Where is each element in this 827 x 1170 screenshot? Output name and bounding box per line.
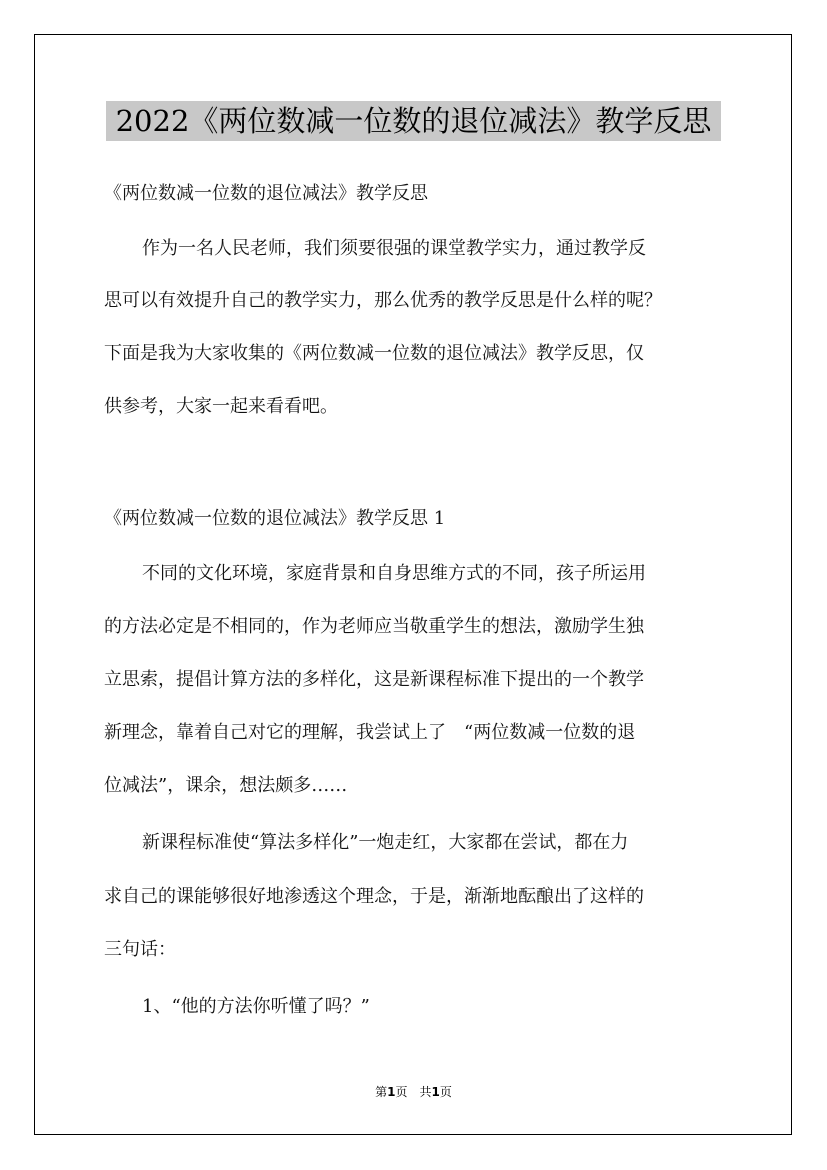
intro-line-2: 思可以有效提升自己的教学实力，那么优秀的教学反思是什么样的呢？ (104, 290, 662, 311)
section-heading-1: 《两位数减一位数的退位减法》教学反思 1 (104, 508, 446, 529)
footer-page-total: 1 (431, 1085, 440, 1099)
para2-line-1: 新课程标准使“算法多样化”一炮走红，大家都在尝试，都在力 (142, 832, 629, 853)
footer-suffix: 页 (439, 1085, 452, 1099)
para1-line-3: 立思索，提倡计算方法的多样化，这是新课程标准下提出的一个教学 (104, 669, 644, 690)
document-subtitle: 《两位数减一位数的退位减法》教学反思 (104, 183, 428, 204)
intro-line-3: 下面是我为大家收集的《两位数减一位数的退位减法》教学反思，仅 (104, 343, 644, 364)
para2-line-2: 求自己的课能够很好地渗透这个理念，于是，渐渐地酝酿出了这样的 (104, 886, 644, 907)
footer-page-number: 1 (387, 1085, 396, 1099)
para1-line-5: 位减法”，课余，想法颇多…… (104, 775, 348, 796)
intro-line-1: 作为一名人民老师，我们须要很强的课堂教学实力，通过教学反 (142, 238, 646, 259)
page-footer (0, 1083, 827, 1100)
footer-prefix: 第 (375, 1085, 388, 1099)
document-title: 2022《两位数减一位数的退位减法》教学反思 (106, 101, 721, 141)
intro-line-4: 供参考，大家一起来看看吧。 (104, 396, 338, 417)
para1-line-2: 的方法必定是不相同的，作为老师应当敬重学生的想法，激励学生独 (104, 616, 644, 637)
para2-line-3: 三句话： (104, 939, 176, 960)
para1-line-1: 不同的文化环境，家庭背景和自身思维方式的不同，孩子所运用 (142, 563, 646, 584)
list-item-1: 1、“他的方法你听懂了吗？” (142, 996, 370, 1017)
footer-mid: 页 共 (395, 1085, 432, 1099)
para1-line-4: 新理念，靠着自己对它的理解，我尝试上了 “两位数减一位数的退 (104, 722, 636, 743)
